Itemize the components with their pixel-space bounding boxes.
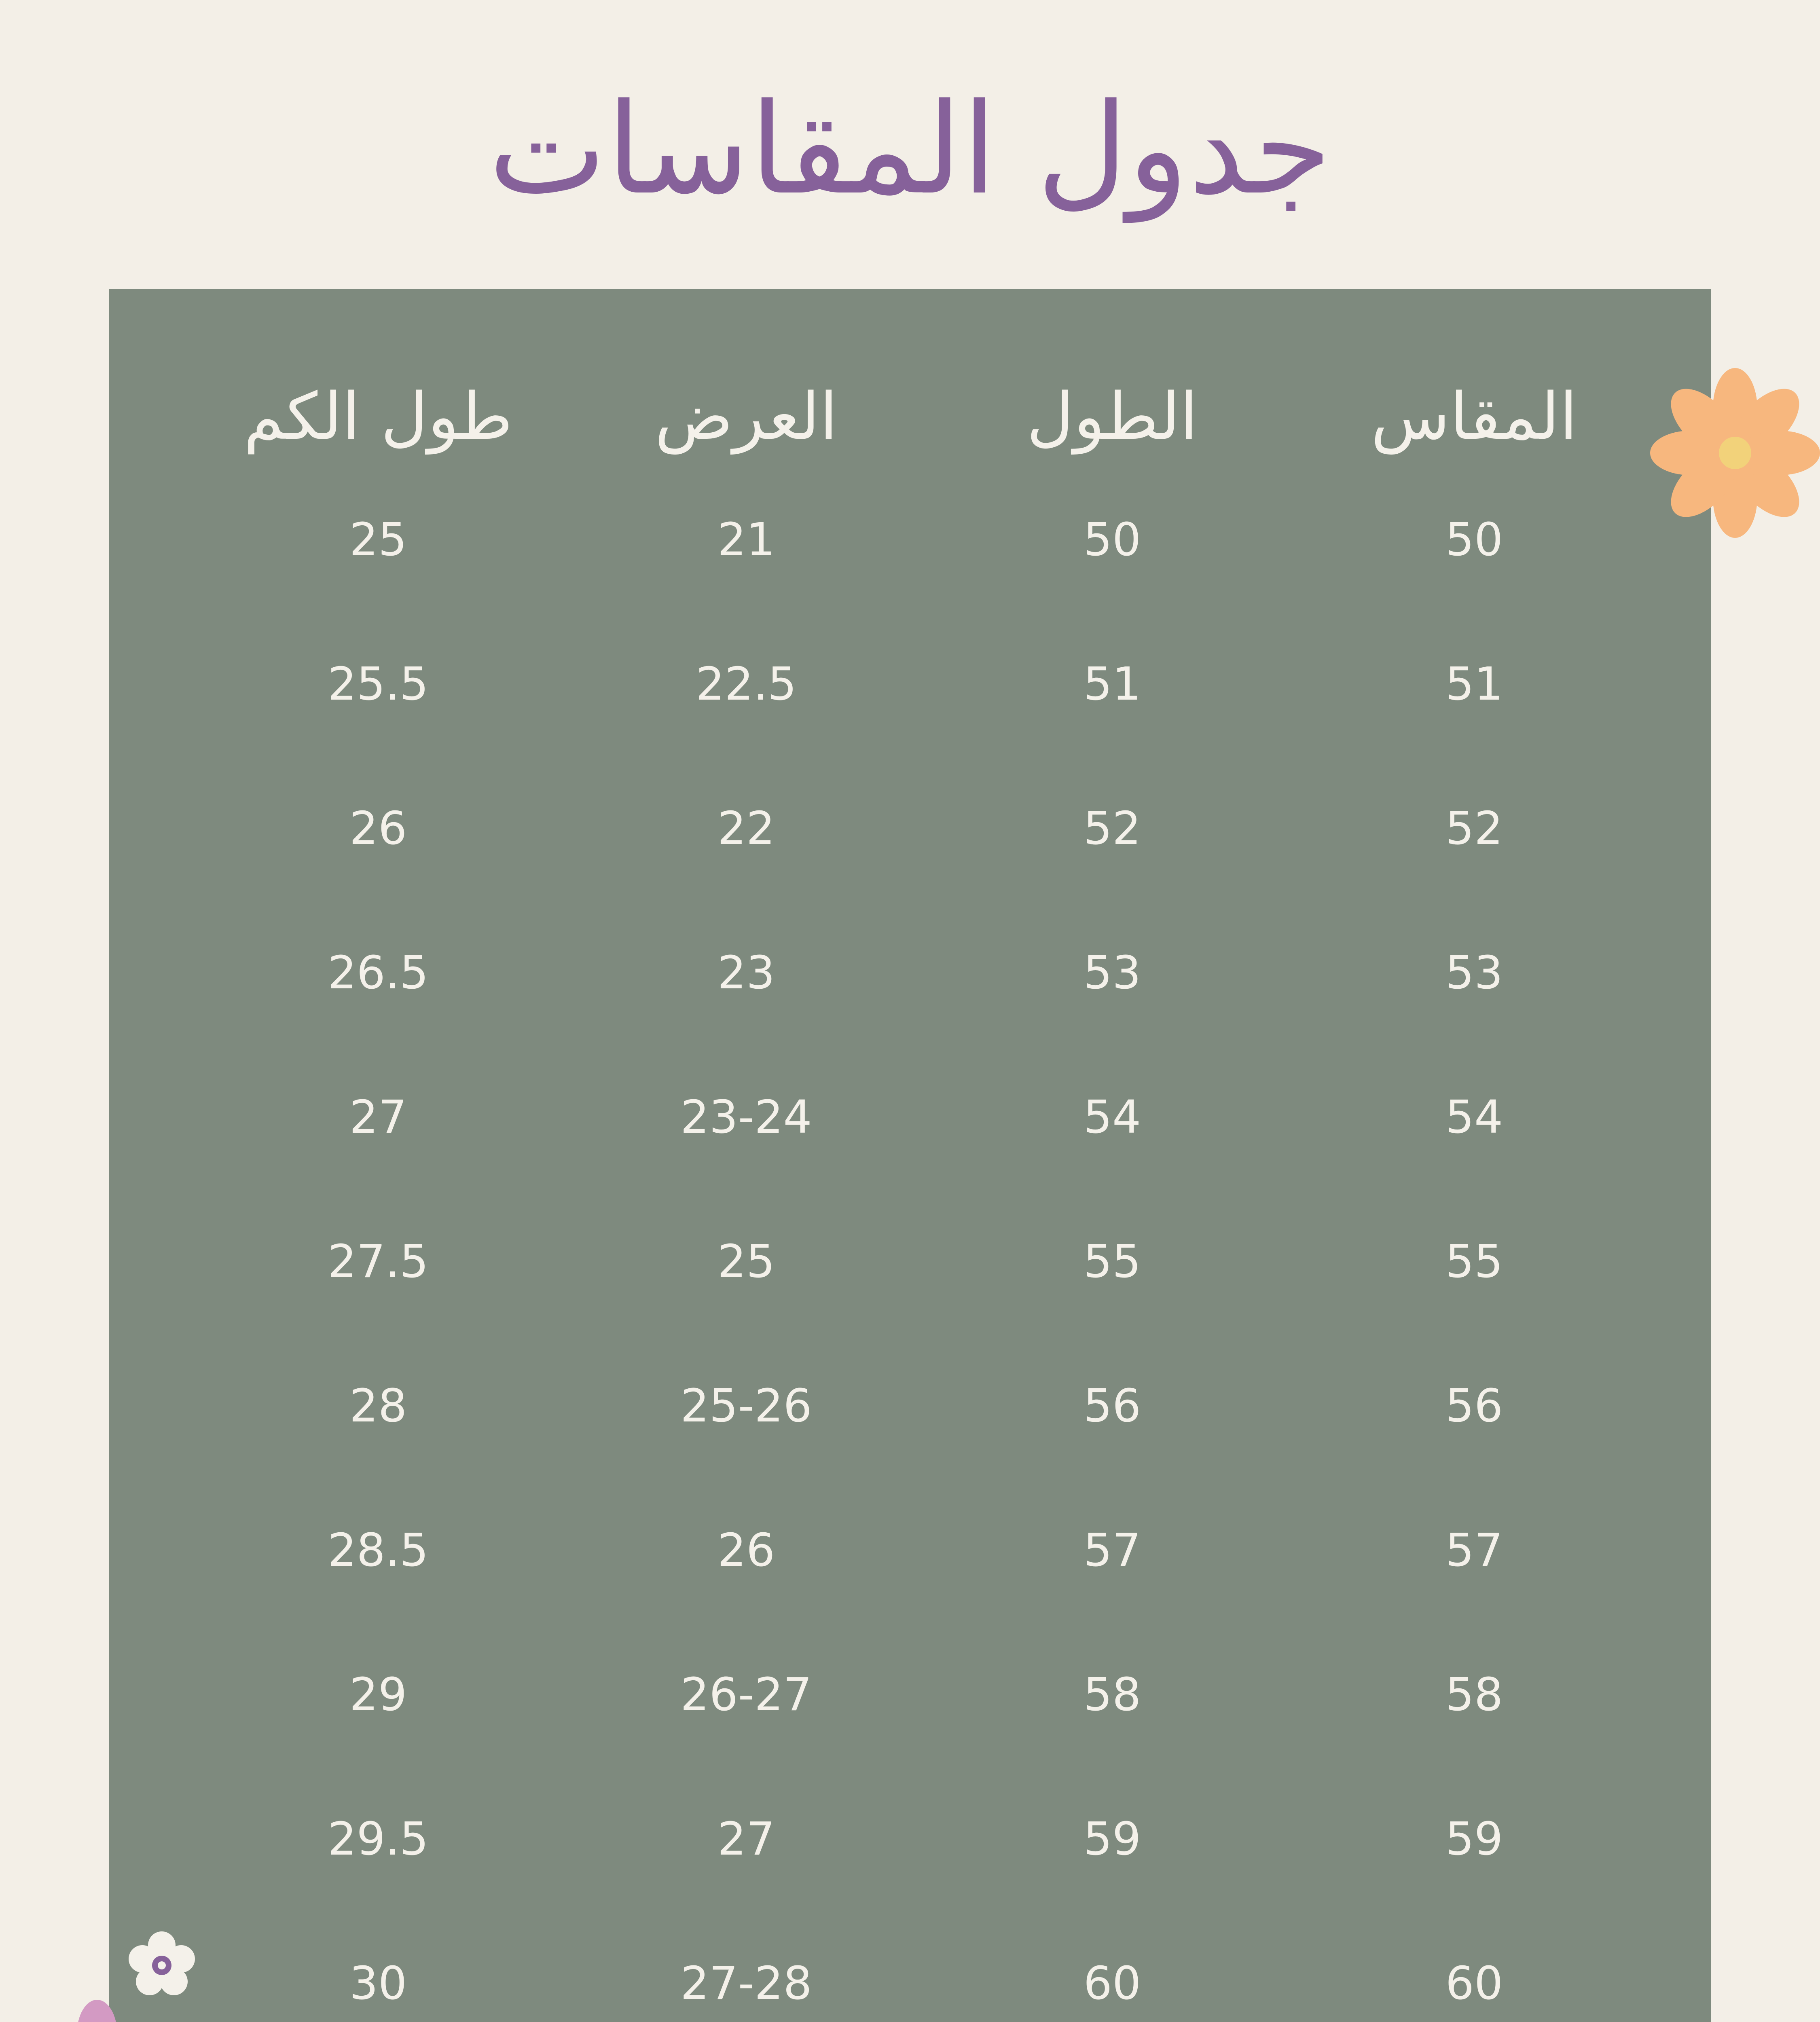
cell-length: 53 — [1083, 947, 1141, 999]
table-row — [109, 1518, 1711, 1583]
size-chart-panel — [109, 289, 1711, 2022]
cell-sleeve: 29.5 — [328, 1813, 429, 1865]
cell-width: 22.5 — [696, 658, 797, 711]
cell-size: 54 — [1445, 1091, 1503, 1144]
cell-size: 56 — [1445, 1380, 1503, 1432]
cell-width: 23-24 — [680, 1091, 812, 1144]
cell-size: 51 — [1445, 658, 1503, 711]
cell-width: 26 — [717, 1524, 775, 1577]
cell-width: 26-27 — [680, 1669, 812, 1721]
cell-sleeve: 28 — [349, 1380, 407, 1432]
pink-flower-icon — [24, 1998, 170, 2022]
page-title: جدول المقاسات — [488, 76, 1332, 222]
cell-width: 25 — [717, 1235, 775, 1288]
cell-sleeve: 29 — [349, 1669, 407, 1721]
cell-sleeve: 27.5 — [328, 1235, 429, 1288]
cell-length: 58 — [1083, 1669, 1141, 1721]
cell-sleeve: 27 — [349, 1091, 407, 1144]
cell-size: 58 — [1445, 1669, 1503, 1721]
cell-size: 59 — [1445, 1813, 1503, 1865]
cell-width: 27 — [717, 1813, 775, 1865]
header-width: العرض — [654, 379, 838, 454]
cell-size: 50 — [1445, 514, 1503, 566]
table-row — [109, 796, 1711, 861]
orange-flower-icon — [1650, 368, 1820, 538]
cell-width: 23 — [717, 947, 775, 999]
cell-length: 59 — [1083, 1813, 1141, 1865]
cell-length: 56 — [1083, 1380, 1141, 1432]
cell-sleeve: 26.5 — [328, 947, 429, 999]
cell-width: 25-26 — [680, 1380, 812, 1432]
cell-size: 60 — [1445, 1957, 1503, 2010]
table-row — [109, 1951, 1711, 2016]
white-flower-icon — [121, 1925, 202, 2006]
header-size: المقاس — [1371, 379, 1578, 454]
cell-sleeve: 30 — [349, 1957, 407, 2010]
cell-length: 52 — [1083, 802, 1141, 855]
table-header — [109, 372, 1711, 461]
cell-length: 54 — [1083, 1091, 1141, 1144]
header-length: الطول — [1026, 379, 1198, 454]
cell-sleeve: 25 — [349, 514, 407, 566]
table-row — [109, 1662, 1711, 1727]
table-row — [109, 1085, 1711, 1150]
cell-length: 60 — [1083, 1957, 1141, 2010]
cell-sleeve: 26 — [349, 802, 407, 855]
cell-width: 27-28 — [680, 1957, 812, 2010]
cell-size: 55 — [1445, 1235, 1503, 1288]
cell-width: 22 — [717, 802, 775, 855]
header-sleeve-length: طول الكم — [243, 379, 513, 454]
table-row — [109, 1807, 1711, 1872]
table-row — [109, 652, 1711, 717]
cell-width: 21 — [717, 514, 775, 566]
table-row — [109, 941, 1711, 1005]
cell-sleeve: 25.5 — [328, 658, 429, 711]
cell-length: 51 — [1083, 658, 1141, 711]
cell-length: 50 — [1083, 514, 1141, 566]
cell-length: 55 — [1083, 1235, 1141, 1288]
cell-size: 53 — [1445, 947, 1503, 999]
table-row — [109, 508, 1711, 572]
cell-length: 57 — [1083, 1524, 1141, 1577]
cell-sleeve: 28.5 — [328, 1524, 429, 1577]
cell-size: 52 — [1445, 802, 1503, 855]
table-row — [109, 1374, 1711, 1438]
cell-size: 57 — [1445, 1524, 1503, 1577]
table-row — [109, 1229, 1711, 1294]
